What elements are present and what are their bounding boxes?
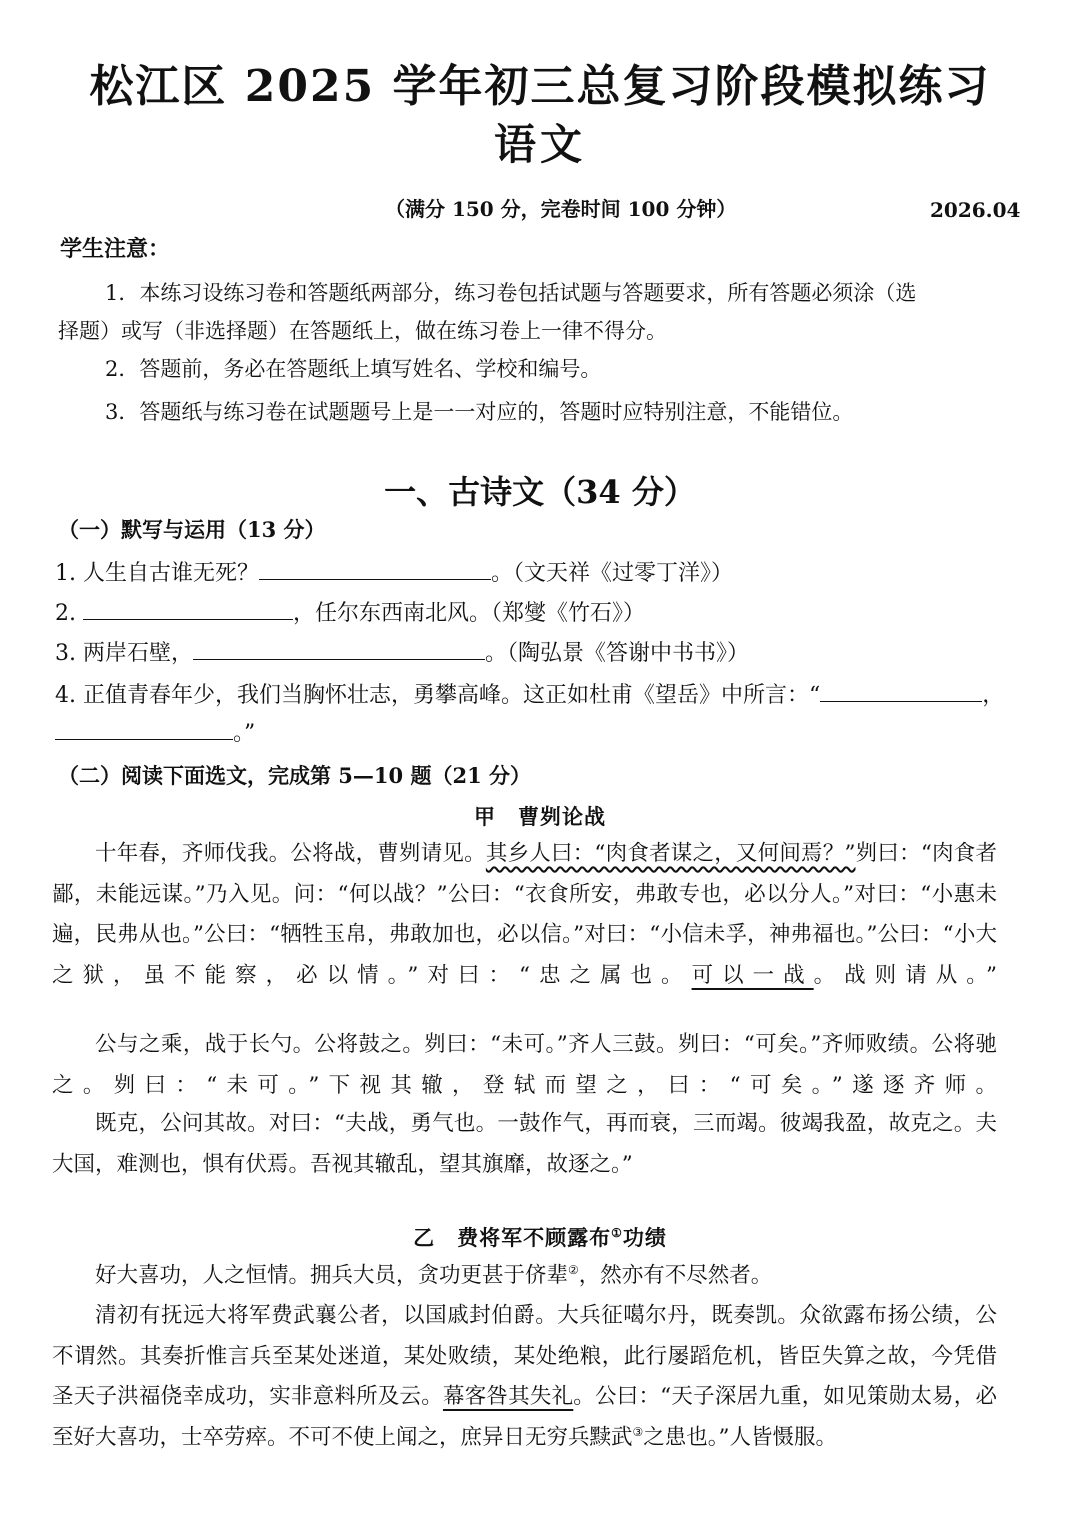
question-3 xyxy=(55,636,749,667)
article-a-p1-text-2: 刿曰：“肉食者鄙，未能远谋。”乃入见。问：“何以战？”公曰：“衣食所安，弗敢专也，必以分人。”对曰：“小惠未遍，民弗从也。”公曰：“牺牲玉帛，弗敢加也，必以信。”对曰：“小信未孚，神弗福也。”公曰：“小大之狱，虽不能察，必以情。”对曰：“忠之属也。 xyxy=(52,841,997,988)
article-a-title: 甲 曹刿论战 xyxy=(474,804,606,829)
footnote-marker-3: ③ xyxy=(632,1424,644,1439)
article-b-p1-text-2: ，然亦有不尽然者。 xyxy=(578,1263,773,1288)
article-b-title-text: 乙 费将军不顾露布 xyxy=(413,1225,612,1250)
exam-title: 松江区 2025 学年初三总复习阶段模拟练习 xyxy=(89,61,991,112)
article-b-title xyxy=(0,1222,1080,1252)
exam-info: （满分 150 分，完卷时间 100 分钟） xyxy=(385,197,737,221)
answer-blank-4b xyxy=(55,719,233,740)
underlined-sentence-b: 幕客咎其失礼 xyxy=(442,1384,574,1409)
part1-heading: （一）默写与运用（13 分） xyxy=(58,517,326,542)
notice-item-1-line-2: 择题）或写（非选择题）在答题纸上，做在练习卷上一律不得分。 xyxy=(58,319,667,343)
question-2-number: 2. xyxy=(55,601,76,626)
notice-heading: 学生注意： xyxy=(60,236,171,262)
question-4 xyxy=(55,678,1004,709)
question-2-text: ，任尔东西南北风。（郑燮《竹石》） xyxy=(293,601,646,626)
question-4-line-2 xyxy=(55,716,255,747)
exam-date: 2026.04 xyxy=(930,198,1021,222)
question-1-text: 1. 人生自古谁无死？ xyxy=(55,561,259,586)
article-b-paragraph-1 xyxy=(52,1256,997,1297)
question-4-text: 4. 正值青春年少，我们当胸怀壮志，勇攀高峰。这正如杜甫《望岳》中所言：“ xyxy=(55,683,821,708)
answer-blank-4a xyxy=(820,681,982,702)
answer-blank-2 xyxy=(83,599,293,620)
article-a-p1-text-3: 。战则请从。” xyxy=(813,962,997,988)
answer-blank-1 xyxy=(259,559,491,580)
article-a-paragraph-2: 公与之乘，战于长勺。公将鼓之。刿曰：“未可。”齐人三鼓。刿曰：“可矣。”齐师败绩。公将驰之。刿曰：“未可。”下视其辙，登轼而望之，曰：“可矣。”遂逐齐师。 xyxy=(52,1032,997,1098)
question-4-comma: ， xyxy=(982,683,1005,708)
notice-item-1-line-1: 1．本练习设练习卷和答题纸两部分，练习卷包括试题与答题要求，所有答题必须涂（选 xyxy=(105,281,917,305)
wavy-underlined-sentence: 其乡人曰：“肉食者谋之，又何间焉？” xyxy=(485,841,856,866)
article-b-paragraph-2 xyxy=(52,1296,997,1458)
question-1-source: 。（文天祥《过零丁洋》） xyxy=(490,561,733,586)
notice-item-2: 2．答题前，务必在答题纸上填写姓名、学校和编号。 xyxy=(105,357,602,381)
question-4-end: 。” xyxy=(233,721,256,746)
question-3-source: 。（陶弘景《答谢中书书》） xyxy=(484,641,749,666)
article-b-p2-text: 清初有抚远大将军费武襄公者，以国戚封伯爵。大兵征噶尔丹，既奏凯。众欲露布扬公绩，公不谓然。其奏折惟言兵至某处迷道，某处败绩，某处绝粮，此行屡蹈危机，皆臣失算之故，今凭借圣天子洪福侥幸成功，实非意料所及云。 xyxy=(52,1303,997,1409)
article-a-p1-text: 十年春，齐师伐我。公将战，曹刿请见。 xyxy=(95,841,486,866)
question-1 xyxy=(55,556,733,587)
answer-blank-3 xyxy=(193,639,485,660)
footnote-marker-2: ② xyxy=(568,1262,579,1277)
article-b-p2-text-2: 。公曰：“天子深居九重，如见策勋太易，必至好大喜功，士卒劳瘁。不可不使上闻之，庶异日无穷兵黩武 xyxy=(52,1384,997,1450)
footnote-marker-1: ① xyxy=(611,1226,623,1240)
article-a-paragraph-3: 既克，公问其故。对曰：“夫战，勇气也。一鼓作气，再而衰，三而竭。彼竭我盈，故克之。夫大国，难测也，惧有伏焉。吾视其辙乱，望其旗靡，故逐之。” xyxy=(52,1111,997,1177)
question-2 xyxy=(55,596,645,627)
notice-item-3: 3．答题纸与练习卷在试题题号上是一一对应的，答题时应特别注意，不能错位。 xyxy=(105,400,854,424)
underlined-sentence-a: 可以一战 xyxy=(691,962,814,988)
subject-title: 语文 xyxy=(493,120,586,169)
article-b-p2-text-3: 之患也。”人皆慑服。 xyxy=(643,1424,838,1450)
question-3-text: 3. 两岸石壁， xyxy=(55,641,193,666)
part2-heading: （二）阅读下面选文，完成第 5—10 题（21 分） xyxy=(58,763,531,788)
article-b-title-text-2: 功绩 xyxy=(622,1225,667,1250)
section-title: 一、古诗文（34 分） xyxy=(384,473,696,511)
article-a-paragraph-1 xyxy=(52,834,997,996)
article-b-p1-text: 好大喜功，人之恒情。拥兵大员，贪功更甚于侪辈 xyxy=(95,1263,569,1288)
